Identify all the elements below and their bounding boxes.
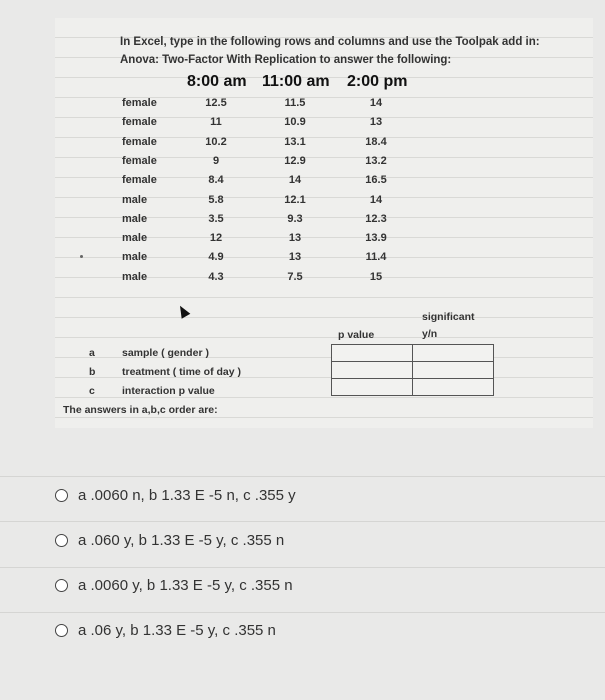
gender-cell: male [122,232,148,244]
value-cell-8am: 3.5 [208,213,224,225]
divider [0,476,605,477]
gender-cell: male [122,194,148,206]
answer-option-3[interactable] [55,577,293,594]
divider [0,567,605,568]
divider [0,612,605,613]
answer-option-4-label: a .06 y, b 1.33 E -5 y, c .355 n [78,622,276,639]
value-cell-8am: 12 [209,232,223,244]
significant-header: significant [422,311,475,323]
question-title-line2: Anova: Two-Factor With Replication to answer the following: [120,54,452,66]
answer-option-1-label: a .0060 n, b 1.33 E -5 n, c .355 y [78,487,296,504]
value-cell-11am: 12.9 [284,155,306,167]
value-cell-8am: 11 [210,116,222,128]
gender-cell: female [122,116,157,128]
value-cell-2pm: 11.4 [365,251,387,263]
value-cell-2pm: 14 [369,194,383,206]
divider [0,521,605,522]
value-cell-8am: 5.8 [208,194,224,206]
answer-option-1[interactable] [55,487,296,504]
item-text-c: interaction p value [122,385,215,397]
gender-cell: female [122,97,157,109]
dot-icon [80,255,83,258]
grid-cell [413,345,494,362]
value-cell-2pm: 18.4 [365,136,387,148]
grid-cell [413,362,494,379]
item-letter-c: c [89,385,95,397]
value-cell-8am: 8.4 [208,174,224,186]
answer-option-4[interactable] [55,622,276,639]
value-cell-11am: 13 [288,232,302,244]
value-cell-2pm: 12.3 [365,213,387,225]
answer-grid [331,344,494,396]
value-cell-8am: 9 [212,155,220,167]
value-cell-11am: 7.5 [287,271,303,283]
value-cell-11am: 11.5 [284,97,306,109]
item-letter-b: b [89,366,96,378]
grid-cell [332,362,413,379]
item-letter-a: a [89,347,95,359]
value-cell-11am: 13 [288,251,302,263]
answer-option-2-label: a .060 y, b 1.33 E -5 y, c .355 n [78,532,285,549]
p-value-header: p value [338,329,375,341]
value-cell-2pm: 16.5 [365,174,387,186]
radio-icon[interactable] [55,624,68,637]
time-header-2: 11:00 am [262,73,330,90]
time-header-3: 2:00 pm [347,73,408,90]
gender-cell: female [122,136,157,148]
gender-cell: male [122,213,148,225]
radio-icon[interactable] [55,579,68,592]
value-cell-2pm: 14 [369,97,383,109]
gender-cell: female [122,174,157,186]
gender-cell: female [122,155,157,167]
value-cell-8am: 4.3 [208,271,224,283]
value-cell-2pm: 13 [369,116,383,128]
item-text-a: sample ( gender ) [122,347,209,359]
answer-option-3-label: a .0060 y, b 1.33 E -5 y, c .355 n [78,577,293,594]
grid-cell [332,345,413,362]
value-cell-2pm: 15 [369,271,383,283]
answer-option-2[interactable] [55,532,284,549]
gender-cell: male [122,271,148,283]
item-text-b: treatment ( time of day ) [122,366,242,378]
answers-prompt: The answers in a,b,c order are: [63,404,218,416]
question-title-line1: In Excel, type in the following rows and columns and use the Toolpak add in: [120,36,540,48]
grid-cell [413,379,494,396]
value-cell-8am: 12.5 [205,97,227,109]
gender-cell: male [122,251,148,263]
value-cell-2pm: 13.2 [365,155,387,167]
grid-cell [332,379,413,396]
value-cell-8am: 4.9 [208,251,224,263]
value-cell-11am: 14 [288,174,302,186]
value-cell-11am: 12.1 [284,194,306,206]
value-cell-11am: 13.1 [284,136,306,148]
significant-yn-header: y/n [422,328,438,340]
time-header-1: 8:00 am [187,73,247,90]
radio-icon[interactable] [55,534,68,547]
radio-icon[interactable] [55,489,68,502]
value-cell-11am: 10.9 [284,116,306,128]
value-cell-2pm: 13.9 [365,232,387,244]
value-cell-8am: 10.2 [205,136,227,148]
value-cell-11am: 9.3 [287,213,303,225]
